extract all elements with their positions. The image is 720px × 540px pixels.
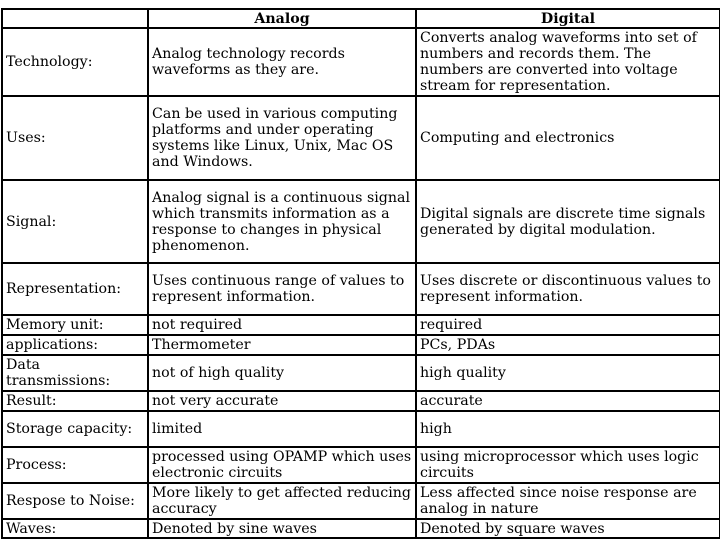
table-row [2,335,720,355]
analog-cell: not very accurate [148,391,416,411]
row-label: applications: [2,335,148,355]
row-label: Signal: [2,180,148,263]
table-row [2,447,720,483]
table-row [2,483,720,519]
digital-cell: Less affected since noise response are analog in nature [416,483,720,519]
row-label: Uses: [2,96,148,180]
analog-cell: Analog signal is a continuous signal which transmits information as a response to changes in physical phenomenon. [148,180,416,263]
row-label: Representation: [2,263,148,315]
digital-cell: Denoted by square waves [416,519,720,538]
row-label: Waves: [2,519,148,538]
header-blank-cell [2,9,148,28]
row-label: Process: [2,447,148,483]
row-label: Technology: [2,28,148,96]
analog-cell: limited [148,411,416,447]
table-row [2,391,720,411]
analog-cell: processed using OPAMP which uses electronic circuits [148,447,416,483]
digital-cell: Converts analog waveforms into set of numbers and records them. The numbers are converted into voltage stream for representation. [416,28,720,96]
analog-cell: not of high quality [148,355,416,391]
row-label: Respose to Noise: [2,483,148,519]
row-label: Storage capacity: [2,411,148,447]
header-digital: Digital [416,9,720,28]
digital-cell: high [416,411,720,447]
analog-cell: not required [148,315,416,335]
comparison-table-container [0,8,720,539]
digital-cell: Uses discrete or discontinuous values to represent information. [416,263,720,315]
analog-cell: Denoted by sine waves [148,519,416,538]
table-row [2,355,720,391]
header-analog: Analog [148,9,416,28]
table-row [2,263,720,315]
digital-cell: required [416,315,720,335]
table-row [2,519,720,538]
table-row [2,96,720,180]
digital-cell: Computing and electronics [416,96,720,180]
analog-cell: Can be used in various computing platforms and under operating systems like Linux, Unix, Mac OS and Windows. [148,96,416,180]
digital-cell: Digital signals are discrete time signals generated by digital modulation. [416,180,720,263]
analog-vs-digital-table [1,8,720,539]
table-row [2,411,720,447]
row-label: Result: [2,391,148,411]
table-row [2,28,720,96]
digital-cell: using microprocessor which uses logic circuits [416,447,720,483]
digital-cell: high quality [416,355,720,391]
analog-cell: Analog technology records waveforms as they are. [148,28,416,96]
digital-cell: accurate [416,391,720,411]
analog-cell: Thermometer [148,335,416,355]
analog-cell: Uses continuous range of values to represent information. [148,263,416,315]
table-row [2,315,720,335]
header-row [2,9,720,28]
digital-cell: PCs, PDAs [416,335,720,355]
table-row [2,180,720,263]
analog-cell: More likely to get affected reducing accuracy [148,483,416,519]
row-label: Memory unit: [2,315,148,335]
row-label: Data transmissions: [2,355,148,391]
